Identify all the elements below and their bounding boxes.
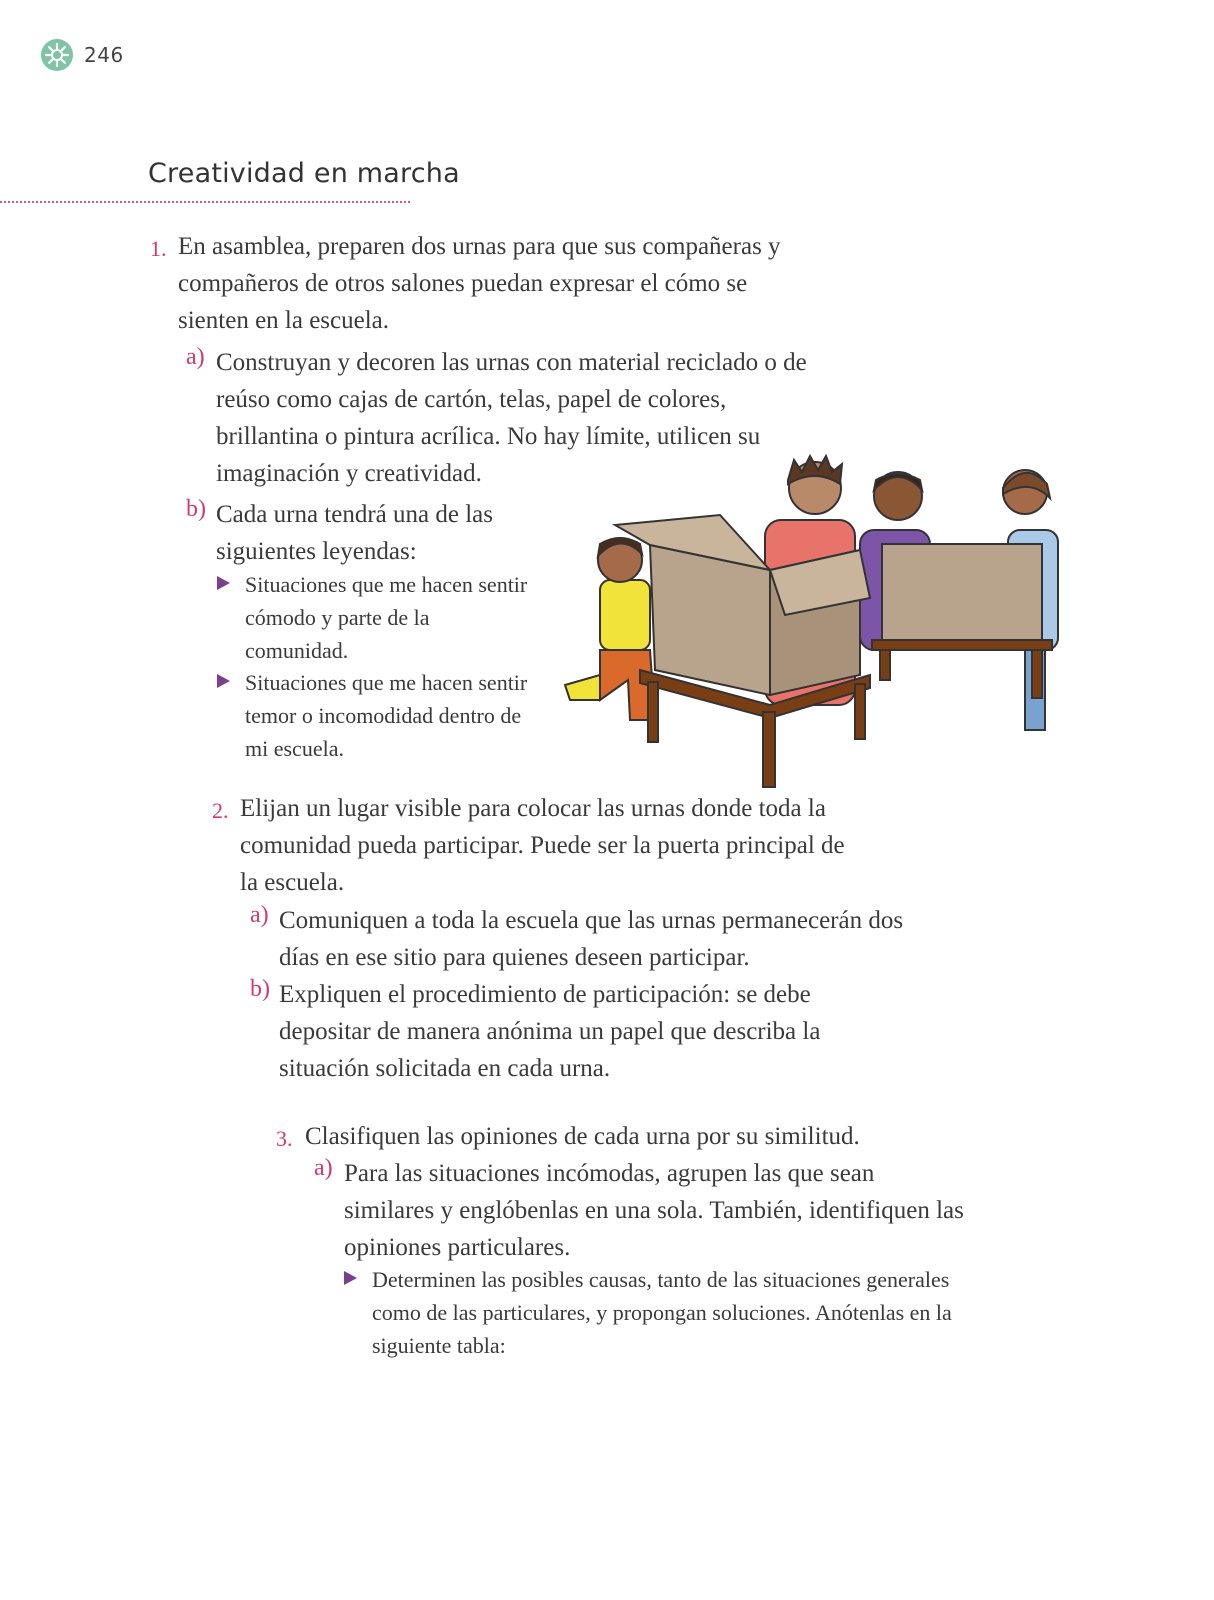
sub-letter: b) xyxy=(186,496,206,522)
sub-text: Para las situaciones incómodas, agrupen las que sean similares y englóbenlas en una sola. También, identifiquen las opiniones particulares. xyxy=(344,1160,964,1261)
sub-letter: b) xyxy=(250,976,270,1002)
arrow-bullet-icon xyxy=(344,1271,357,1285)
item-number: 1. xyxy=(150,236,167,261)
child-kneeling-figure xyxy=(565,538,655,720)
sub-text: Comuniquen a toda la escuela que las urnas permanecerán dos días en ese sitio para quienes deseen participar. xyxy=(279,907,904,971)
arrow-bullet-icon xyxy=(217,674,230,688)
ballot-box-large xyxy=(615,515,870,787)
sun-badge-icon xyxy=(40,38,74,72)
bullet-item xyxy=(245,666,535,765)
bullet-text: Situaciones que me hacen sentir temor o incomodidad dentro de mi escuela. xyxy=(245,670,528,761)
item-text: Clasifiquen las opiniones de cada urna por su similitud. xyxy=(305,1123,860,1150)
arrow-bullet-icon xyxy=(217,576,230,590)
item-text: Elijan un lugar visible para colocar las urnas donde toda la comunidad pueda participar. Puede ser la puerta principal de la escuela. xyxy=(240,795,845,896)
bullet-item xyxy=(372,1263,972,1362)
page-number: 246 xyxy=(84,43,124,67)
bullet-item xyxy=(245,568,535,667)
section-title: Creatividad en marcha xyxy=(148,158,460,189)
sub-letter: a) xyxy=(314,1155,333,1181)
sub-text: Construyan y decoren las urnas con material reciclado o de reúso como cajas de cartón, telas, papel de colores, brillantina o pintura acrílica. No hay límite, utilicen su imaginación y creatividad. xyxy=(216,349,807,487)
sub-text: Expliquen el procedimiento de participación: se debe depositar de manera anónima un papel que describa la situación solicitada en cada urna. xyxy=(279,981,821,1082)
section-divider xyxy=(0,201,410,203)
page-header xyxy=(40,38,124,72)
item-number: 2. xyxy=(212,798,229,823)
sub-text: Cada urna tendrá una de las siguientes leyendas: xyxy=(216,501,493,565)
bullet-text: Determinen las posibles causas, tanto de las situaciones generales como de las particulares, y propongan soluciones. Anótenlas en la siguiente tabla: xyxy=(372,1267,952,1358)
item-number: 3. xyxy=(276,1126,293,1151)
sub-letter: a) xyxy=(250,902,269,928)
bullet-text: Situaciones que me hacen sentir cómodo y parte de la comunidad. xyxy=(245,572,528,663)
students-with-boxes-illustration xyxy=(560,450,1080,795)
sub-letter: a) xyxy=(186,344,205,370)
item-text: En asamblea, preparen dos urnas para que sus compañeras y compañeros de otros salones puedan expresar el cómo se sienten en la escuela. xyxy=(178,233,781,334)
